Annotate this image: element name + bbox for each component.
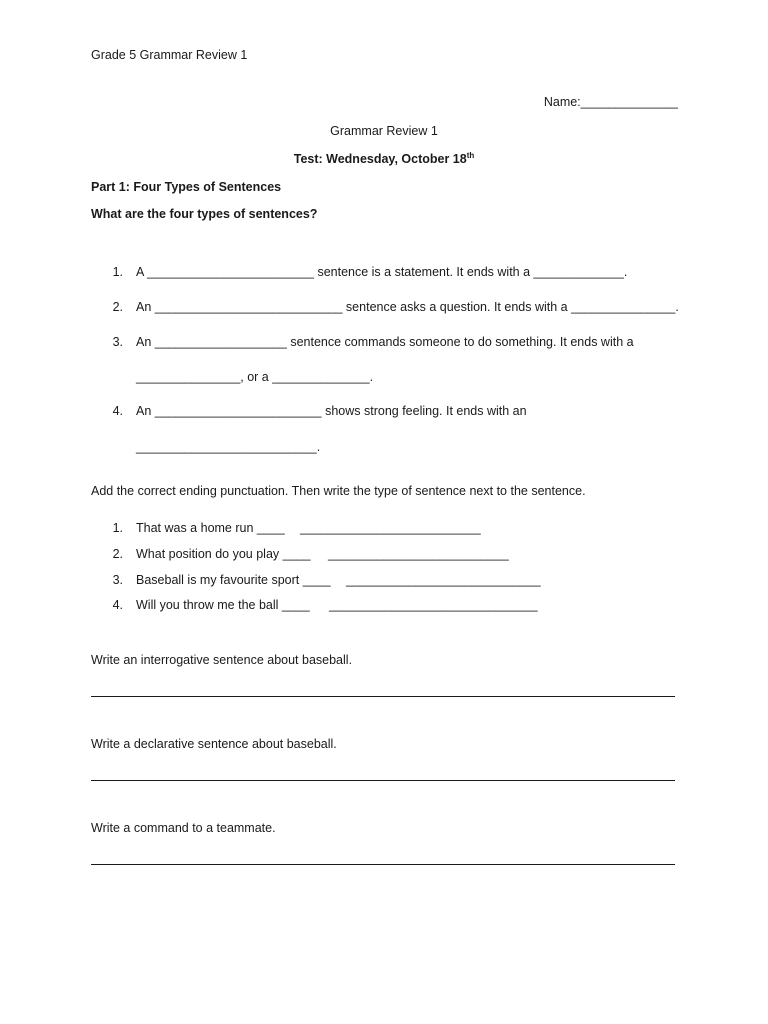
list-item-number: 1. <box>112 265 123 279</box>
running-title: Grade 5 Grammar Review 1 <box>91 48 248 62</box>
answer-line[interactable] <box>91 696 675 697</box>
list-item-number: 3. <box>112 573 123 587</box>
list-item-answer-blank[interactable]: __________________________ <box>300 521 481 535</box>
list-item-text: An ___________________________ sentence asks a question. It ends with a _______________. <box>136 300 679 314</box>
list-item-text: A ________________________ sentence is a statement. It ends with a _____________. <box>136 265 628 279</box>
test-date <box>0 151 768 167</box>
list-item-text: An ________________________ shows strong feeling. It ends with an <box>136 404 527 418</box>
name-field[interactable]: Name:______________ <box>543 95 678 109</box>
list-item-sentence: What position do you play ____ <box>136 547 311 561</box>
list-item-sentence: Baseball is my favourite sport ____ <box>136 573 331 587</box>
list-item-text-continued: _______________, or a ______________. <box>136 370 374 384</box>
list-item-number: 2. <box>112 300 123 314</box>
writing-prompt-declarative: Write a declarative sentence about baseball. <box>91 737 337 751</box>
list-item-sentence: Will you throw me the ball ____ <box>136 598 310 612</box>
punctuation-instruction: Add the correct ending punctuation. Then write the type of sentence next to the sentence. <box>91 484 586 498</box>
answer-line[interactable] <box>91 780 675 781</box>
test-date-text: Test: Wednesday, October 18 <box>293 152 467 166</box>
list-item-answer-blank[interactable]: ____________________________ <box>346 573 541 587</box>
part1-heading: Part 1: Four Types of Sentences <box>91 180 282 194</box>
test-date-suffix: th <box>466 151 475 160</box>
list-item-number: 3. <box>112 335 123 349</box>
list-item-text: An ___________________ sentence commands someone to do something. It ends with a <box>136 335 634 349</box>
part1-question: What are the four types of sentences? <box>91 207 318 221</box>
list-item-number: 1. <box>112 521 123 535</box>
list-item-answer-blank[interactable]: __________________________ <box>328 547 509 561</box>
list-item-sentence: That was a home run ____ <box>136 521 285 535</box>
list-item-number: 4. <box>112 598 123 612</box>
list-item-number: 4. <box>112 404 123 418</box>
writing-prompt-command: Write a command to a teammate. <box>91 821 276 835</box>
writing-prompt-interrogative: Write an interrogative sentence about baseball. <box>91 653 353 667</box>
list-item-number: 2. <box>112 547 123 561</box>
answer-line[interactable] <box>91 864 675 865</box>
list-item-answer-blank[interactable]: ______________________________ <box>329 598 538 612</box>
worksheet-title: Grammar Review 1 <box>330 124 438 138</box>
list-item-text-continued: __________________________. <box>136 440 321 454</box>
